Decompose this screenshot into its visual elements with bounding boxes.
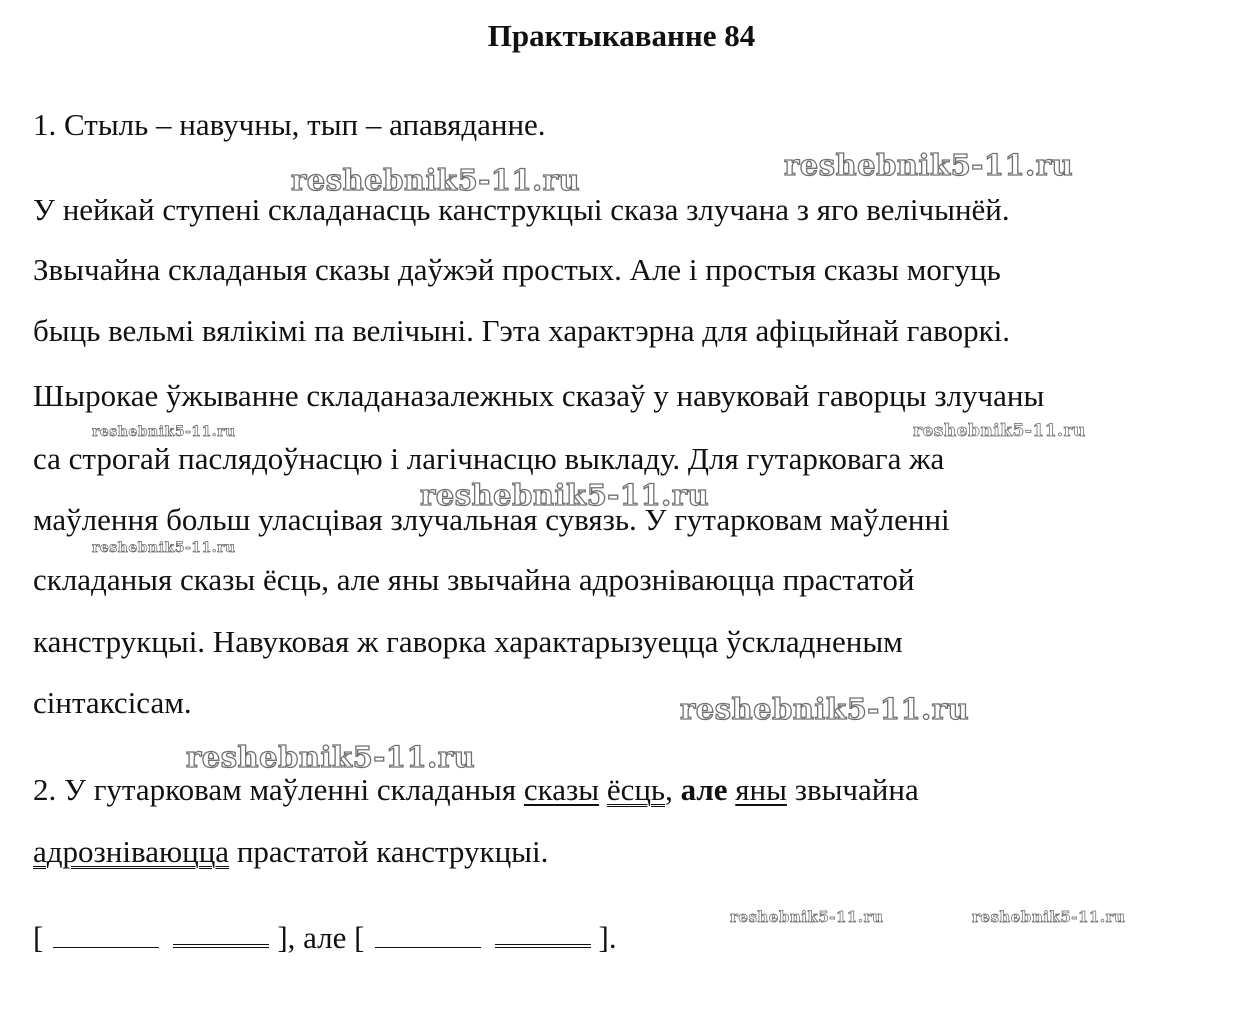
watermark: reshebnik5-11.ru <box>92 424 236 440</box>
sentence-suffix: прастатой канструкцыі. <box>229 834 549 869</box>
analysis-sentence-line1 <box>33 768 919 812</box>
text-line: маўлення больш уласцівая злучальная сувязь. У гутарковам маўленні <box>33 502 950 537</box>
text-line: сінтаксісам. <box>33 685 192 720</box>
subject-underlined: яны <box>735 772 787 807</box>
watermark: reshebnik5-11.ru <box>92 540 236 556</box>
text-line: са строгай паслядоўнасцю і лагічнасцю выкладу. Для гутарковага жа <box>33 441 945 476</box>
space <box>599 772 607 807</box>
comma: , <box>665 772 681 807</box>
watermark: reshebnik5-11.ru <box>680 692 970 726</box>
predicate-double-underlined: адрозніваюцца <box>33 834 230 869</box>
watermark: reshebnik5-11.ru <box>420 478 710 512</box>
text-line: Звычайна складаныя сказы даўжэй простых. Але і простыя сказы могуць <box>33 252 1001 287</box>
predicate-blank <box>495 942 591 948</box>
watermark: reshebnik5-11.ru <box>972 908 1126 926</box>
scheme-bracket: ]. <box>598 920 617 955</box>
predicate-double-underlined: ёсць <box>606 772 666 807</box>
sentence-prefix: 2. У гутарковам маўленні складаныя <box>33 772 524 807</box>
subject-blank <box>375 945 481 948</box>
predicate-blank <box>173 942 269 948</box>
section1-heading: 1. Стыль – навучны, тып – апавяданне. <box>33 107 546 142</box>
analysis-sentence-line2 <box>33 830 548 874</box>
scheme-bracket: ], але [ <box>277 920 365 955</box>
text-line: канструкцыі. Навуковая ж гаворка характарызуецца ўскладненым <box>33 624 903 659</box>
text-line: Шырокае ўжыванне складаназалежных сказаў у навуковай гаворцы злучаны <box>33 378 1045 413</box>
scheme-bracket: [ <box>33 920 44 955</box>
subject-underlined: сказы <box>523 772 600 807</box>
text-line: У нейкай ступені складанасць канструкцыі сказа злучана з яго велічынёй. <box>33 192 1010 227</box>
watermark: reshebnik5-11.ru <box>913 421 1086 441</box>
watermark: reshebnik5-11.ru <box>291 163 581 197</box>
page-title: Практыкаванне 84 <box>487 18 756 53</box>
text-line: складаныя сказы ёсць, але яны звычайна адрозніваюцца прастатой <box>33 562 915 597</box>
sentence-suffix: звычайна <box>786 772 919 807</box>
subject-blank <box>53 945 159 948</box>
watermark: reshebnik5-11.ru <box>784 148 1074 182</box>
sentence-scheme <box>33 916 617 960</box>
watermark: reshebnik5-11.ru <box>186 740 476 774</box>
conjunction-bold: але <box>680 772 728 807</box>
watermark: reshebnik5-11.ru <box>730 908 884 926</box>
text-line: быць вельмі вялікімі па велічыні. Гэта характэрна для афіцыйнай гаворкі. <box>33 313 1010 348</box>
